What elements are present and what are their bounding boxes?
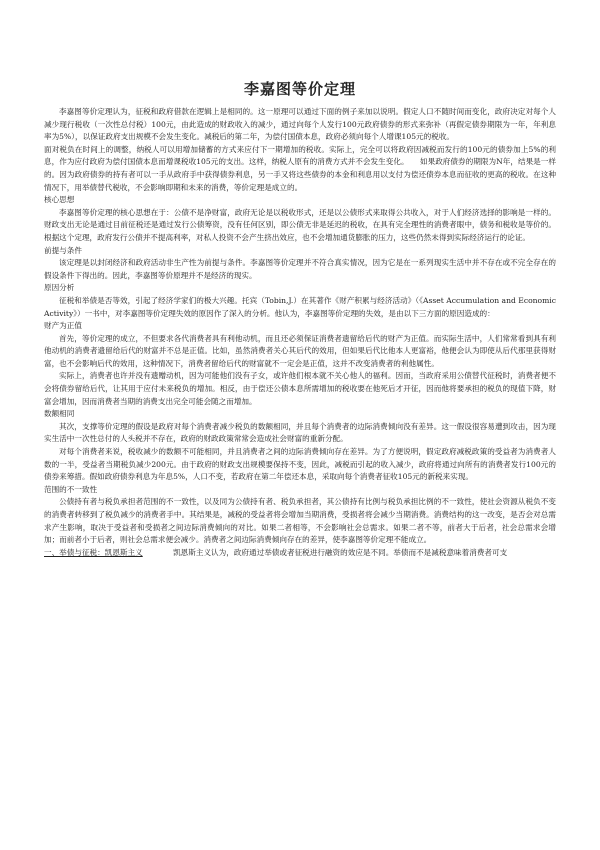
paragraph: 对每个消费者来说，税收减少的数额不可能相同，并且消费者之间的边际消费倾向存在差异。为了方便说明，假定政府减税政策的受益者为消费者人数的一半，受益者当期税负减少200元。由于政府的财政支出规模要保持不变，因此，减税而引起的收入减少，政府将通过向所有的消费者发行100元的债券来筹措。假如政府债券利息为年息5%，人口不变，若政府在第二年偿还本息，采取向每个消费者征收105元的新税来实现。 <box>44 447 556 482</box>
paragraph: 公债持有者与税负承担者范围的不一致性，以及同为公债持有者、税负承担者，其公债持有比例与税负承担比例的不一致性，使社会资源从税负不变的消费者转移到了税负减少的消费者手中。其结果是，减税的受益者将会增加当期消费，受损者将会减少当期消费。消费结构的这一改变，是否会对总需求产生影响，取决于受益者和受损者之间边际消费倾向的对比。如果二者相等，不会影响社会总需求。如果二者不等，前者大于后者，社会总需求会增加；而前者小于后者，则社会总需求便会减少。消费者之间边际消费倾向存在的差异，使李嘉图等价定理不能成立。 <box>44 497 556 545</box>
paragraph: 李嘉图等价定理认为，征税和政府借款在逻辑上是相同的。这一原理可以通过下面的例子来加以说明。假定人口不随时间而变化，政府决定对每个人减少现行税收（一次性总付税）100元，由此造成的财政收入的减少，通过向每个人发行100元政府债券的形式来弥补（再假定债券期限为一年，年利息率为5%），以保证政府支出规模不会发生变化。减税后的第二年，为偿付国债本息，政府必须向每个人增课105元的税收。 <box>44 107 556 142</box>
section-heading: 财产为正值 <box>44 321 82 331</box>
paragraph: 该定理是以封闭经济和政府活动非生产性为前提与条件。李嘉图等价定理并不符合真实情况，因为它是在一系列现实生活中并不存在或不完全存在的假设条件下得出的。因此，李嘉图等价原理并不是经济的现实。 <box>44 258 556 280</box>
section-heading: 数额相同 <box>44 409 75 419</box>
section-heading: 前提与条件 <box>44 245 82 255</box>
section-link-keynesian: 一、举债与征税：凯恩斯主义 <box>44 547 143 557</box>
section-heading: 原因分析 <box>44 283 75 293</box>
final-line <box>44 547 556 560</box>
section-heading: 范围的不一致性 <box>44 484 98 494</box>
page-title: 李嘉图等价定理 <box>243 80 356 98</box>
document-body <box>44 106 556 547</box>
paragraph: 面对税负在时间上的调整，纳税人可以用增加储蓄的方式来应付下一期增加的税收。实际上，完全可以将政府因减税而发行的100元的债券加上5%的利息，作为应付政府为偿付国债本息而增课税收105元的支出。这样，纳税人原有的消费方式并不会发生变化。 如果政府债券的期限为N年，结果是一样的。因为政府债券的持有者可以一手从政府手中获得债券利息，另一手又将这些债券的本金和利息用以支付为偿还债券本息而征收的更高的税收。在这种情况下，用举债替代税收，不会影响即期和未来的消费，等价定理是成立的。 <box>44 144 556 192</box>
final-line-text: 凯恩斯主义认为，政府通过举债或者征税进行融资的效应是不同。举债而不是减税意味着消费者可支 <box>173 547 508 557</box>
paragraph: 实际上，消费者也许并没有遗赠动机，因为可能他们没有子女，或许他们根本就不关心他人的福利。因而，当政府采用公债替代征税时，消费者便不会将债券留给后代，让其用于应付未来税负的增加。相反，由于偿还公债本息所需增加的税收要在他死后才开征，因而他将要承担的税负的现值下降，财富会增加，因而消费者当期的消费支出完全可能会随之而增加。 <box>44 371 556 406</box>
section-heading: 核心思想 <box>44 195 75 205</box>
paragraph: 李嘉图等价定理的核心思想在于：公债不是净财富，政府无论是以税收形式，还是以公债形式来取得公共收入，对于人们经济选择的影响是一样的。财政支出无论是通过目前征税还是通过发行公债筹资，没有任何区别，即公债无非是延迟的税收，在具有完全理性的消费者眼中，债务和税收是等价的。根据这个定理，政府发行公债并不提高利率，对私人投资不会产生挤出效应，也不会增加通货膨胀的压力，这些仍然未得到实际经济运行的论证。 <box>44 207 556 242</box>
paragraph: 首先，等价定理的成立，不但要求各代消费者具有利他动机，而且还必须保证消费者遗留给后代的财产为正值。而实际生活中，人们常常看到具有利他动机的消费者遗留给后代的财富并不总是正值。比如，虽然消费者关心其后代的效用，但如果后代比他本人更富裕，他便会认为即使从后代那里获得财富，也不会影响后代的效用，这种情况下，消费者留给后代的财富就不一定会是正值，这并不改变消费者的利他属性。 <box>44 333 556 368</box>
paragraph: 征税和举债是否等效，引起了经济学家们的极大兴趣。托宾（Tobin,J.）在其著作《财产积累与经济活动》（《Asset Accumulation and Economic Activity》）一书中，对李嘉图等价定理失效的原因作了深入的分析。他认为，李嘉图等价定理的失效，是由以下三方面的原因造成的： <box>44 295 556 318</box>
paragraph: 其次，支撑等价定理的假设是政府对每个消费者减少税负的数额相同，并且每个消费者的边际消费倾向没有差异。这一假设很容易遭到攻击，因为现实生活中一次性总付的人头税并不存在，政府的财政政策常常会造成社会财富的重新分配。 <box>44 421 556 444</box>
